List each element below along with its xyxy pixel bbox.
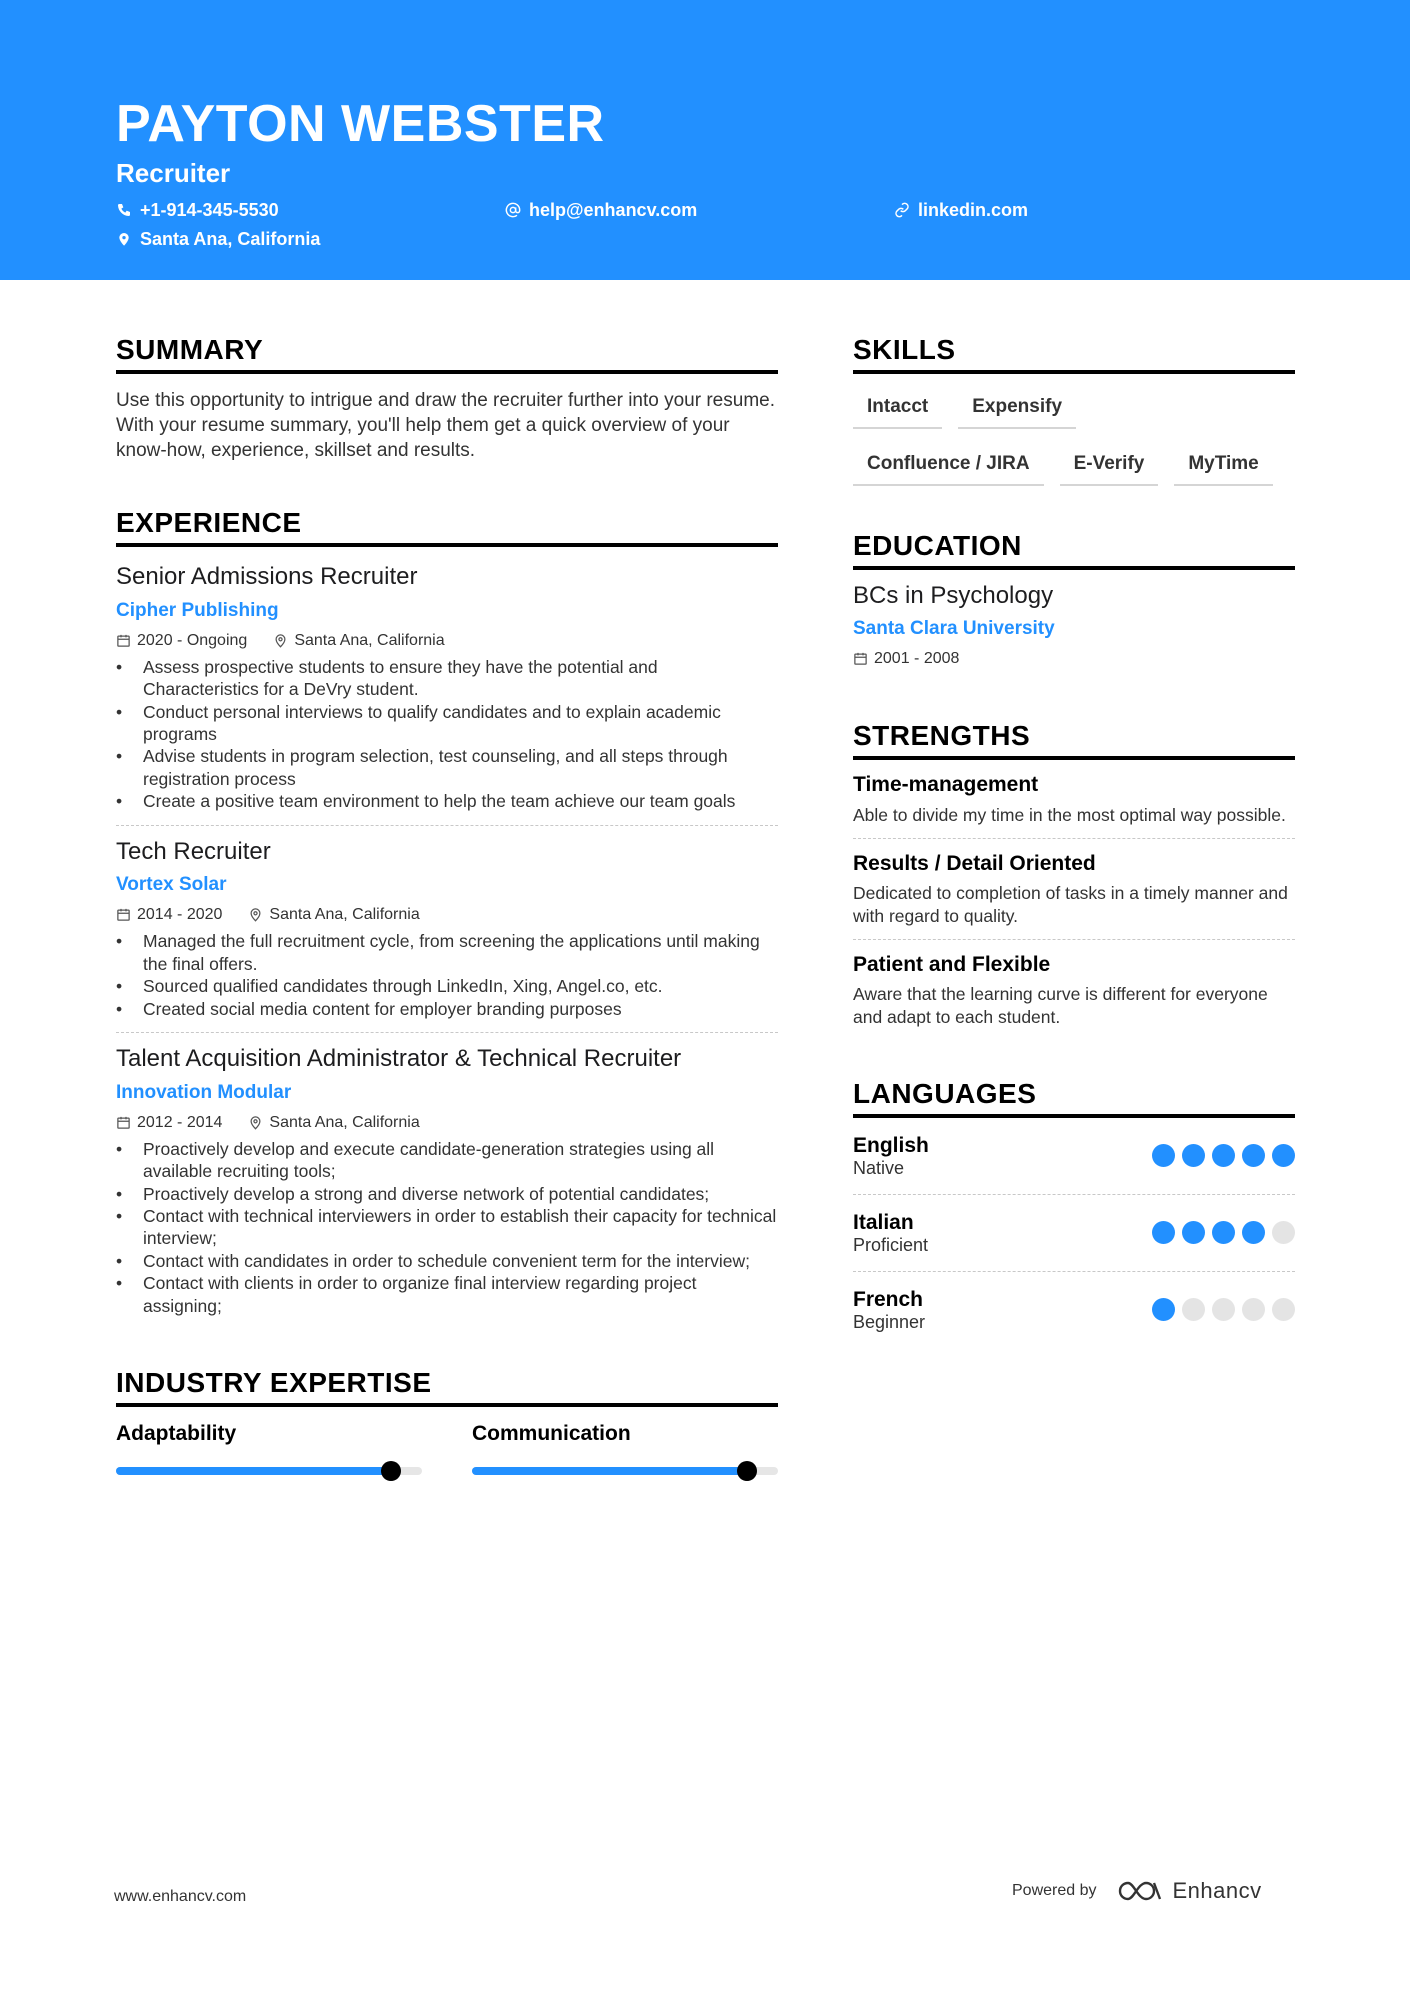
bullet-item: • Contact with candidates in order to schedule convenient term for the interview; [116, 1250, 778, 1272]
rating-dot-filled [1152, 1221, 1175, 1244]
calendar-icon [116, 1115, 131, 1130]
rating-dot-empty [1242, 1298, 1265, 1321]
strength-title: Time-management [853, 773, 1039, 797]
language-name: English [853, 1133, 929, 1157]
job-bullets [116, 1138, 778, 1317]
strength-item [853, 839, 1295, 939]
at-icon [505, 202, 521, 218]
resume-header [0, 0, 1410, 280]
language-rating [1152, 1298, 1295, 1321]
rating-dot-filled [1212, 1144, 1235, 1167]
language-level: Native [853, 1157, 905, 1178]
map-pin-icon [273, 633, 288, 648]
experience-section [116, 509, 778, 1317]
rating-dot-filled [1182, 1221, 1205, 1244]
summary-section [116, 336, 778, 463]
summary-title: SUMMARY [116, 336, 778, 374]
phone-text: +1-914-345-5530 [140, 200, 279, 220]
industry-expertise-section [116, 1369, 778, 1475]
phone-icon [116, 202, 132, 218]
rating-dot-empty [1212, 1298, 1235, 1321]
expertise-label: Adaptability [116, 1422, 237, 1446]
bullet-item: • Advise students in program selection, test counseling, and all steps through registration process [116, 745, 778, 790]
phone-contact[interactable] [116, 201, 279, 219]
bullet-item: • Assess prospective students to ensure they have the potential and Characteristics for a DeVry student. [116, 656, 778, 701]
job-title: Talent Acquisition Administrator & Technical Recruiter [116, 1045, 682, 1073]
job-bullets [116, 930, 778, 1020]
skills-list [853, 392, 1295, 486]
job-location: Santa Ana, California [294, 631, 445, 649]
brand-logo[interactable] [1117, 1878, 1262, 1904]
footer-branding [1012, 1878, 1262, 1904]
bullet-item: • Sourced qualified candidates through LinkedIn, Xing, Angel.co, etc. [116, 975, 778, 997]
rating-dot-filled [1272, 1144, 1295, 1167]
strength-item [853, 940, 1295, 1040]
job-meta [116, 1113, 778, 1132]
languages-title: LANGUAGES [853, 1080, 1295, 1118]
job-dates: 2014 - 2020 [137, 906, 223, 924]
education-section [853, 529, 1295, 669]
bullet-item: • Proactively develop and execute candidate-generation strategies using all available recruiting tools; [116, 1138, 778, 1183]
job-bullets [116, 656, 778, 813]
language-name: French [853, 1287, 924, 1311]
education-dates: 2001 - 2008 [874, 650, 960, 668]
map-pin-icon [248, 907, 263, 922]
skills-section [853, 336, 1295, 486]
language-item [853, 1272, 1295, 1348]
job-location: Santa Ana, California [269, 1113, 420, 1131]
rating-dot-empty [1182, 1298, 1205, 1321]
languages-section [853, 1077, 1295, 1348]
skill-tag: E-Verify [1060, 449, 1159, 486]
experience-entry [116, 1045, 778, 1317]
rating-dot-filled [1212, 1221, 1235, 1244]
map-pin-icon [116, 231, 132, 247]
language-rating [1152, 1221, 1295, 1244]
strength-desc: Aware that the learning curve is different for everyone and adapt to each student. [853, 984, 1268, 1027]
expertise-fill [116, 1467, 391, 1475]
rating-dot-empty [1272, 1221, 1295, 1244]
calendar-icon [116, 907, 131, 922]
skill-tag: Intacct [853, 392, 942, 429]
bullet-item: • Proactively develop a strong and diverse network of potential candidates; [116, 1183, 778, 1205]
left-column [116, 336, 778, 1475]
expertise-list [116, 1423, 778, 1475]
location-contact [116, 230, 320, 248]
linkedin-contact[interactable] [894, 201, 1028, 219]
job-dates: 2012 - 2014 [137, 1113, 223, 1131]
bullet-item: • Contact with technical interviewers in order to establish their capacity for technical interview; [116, 1205, 778, 1250]
strength-title: Results / Detail Oriented [853, 851, 1096, 875]
strengths-title: STRENGTHS [853, 722, 1295, 760]
strength-item [853, 760, 1295, 838]
industry-expertise-title: INDUSTRY EXPERTISE [116, 1369, 778, 1407]
skill-tag: MyTime [1174, 449, 1272, 486]
brand-name: Enhancv [1172, 1878, 1262, 1903]
company-name: Vortex Solar [116, 874, 227, 896]
location-text: Santa Ana, California [140, 229, 321, 249]
expertise-item [116, 1423, 422, 1475]
bullet-item: • Managed the full recruitment cycle, from screening the applications until making the final offers. [116, 930, 778, 975]
candidate-role: Recruiter [116, 158, 231, 188]
email-contact[interactable] [505, 201, 697, 219]
education-degree: BCs in Psychology [853, 581, 1054, 609]
divider [116, 825, 778, 826]
strengths-section [853, 722, 1295, 1040]
expertise-knob [737, 1461, 757, 1481]
job-meta [116, 905, 778, 924]
experience-entry [116, 563, 778, 813]
education-meta [853, 649, 1295, 668]
summary-text: Use this opportunity to intrigue and draw the recruiter further into your resume. With your resume summary, you'll help them get a quick overview of your know-how, experience, skillset and results. [116, 390, 775, 461]
bullet-item: • Conduct personal interviews to qualify candidates and to explain academic programs [116, 701, 778, 746]
rating-dot-filled [1182, 1144, 1205, 1167]
calendar-icon [116, 633, 131, 648]
skill-tag: Expensify [958, 392, 1076, 429]
language-level: Proficient [853, 1234, 929, 1255]
language-level: Beginner [853, 1311, 926, 1332]
strength-desc: Able to divide my time in the most optimal way possible. [853, 804, 1286, 825]
skills-title: SKILLS [853, 336, 1295, 374]
job-title: Tech Recruiter [116, 837, 271, 865]
expertise-knob [381, 1461, 401, 1481]
email-text: help@enhancv.com [529, 200, 698, 220]
company-name: Innovation Modular [116, 1081, 292, 1103]
language-name: Italian [853, 1210, 914, 1234]
rating-dot-empty [1272, 1298, 1295, 1321]
enhancv-logo-icon [1117, 1878, 1163, 1904]
job-location: Santa Ana, California [269, 906, 420, 924]
job-dates: 2020 - Ongoing [137, 631, 248, 649]
job-meta [116, 631, 778, 650]
strength-desc: Dedicated to completion of tasks in a timely manner and with regard to quality. [853, 883, 1288, 926]
experience-title: EXPERIENCE [116, 509, 778, 547]
powered-by-text: Powered by [1012, 1882, 1097, 1899]
rating-dot-filled [1152, 1298, 1175, 1321]
job-title: Senior Admissions Recruiter [116, 563, 418, 590]
skill-tag: Confluence / JIRA [853, 449, 1044, 486]
divider [116, 1032, 778, 1033]
linkedin-text: linkedin.com [918, 200, 1029, 220]
language-item [853, 1195, 1295, 1271]
calendar-icon [853, 651, 868, 666]
map-pin-icon [248, 1115, 263, 1130]
bullet-item: • Create a positive team environment to help the team achieve our team goals [116, 790, 778, 812]
expertise-fill [472, 1467, 747, 1475]
language-rating [1152, 1144, 1295, 1167]
bullet-item: • Contact with clients in order to organize final interview regarding project assigning; [116, 1272, 778, 1317]
education-school: Santa Clara University [853, 618, 1055, 640]
footer-website[interactable]: www.enhancv.com [114, 1888, 247, 1905]
experience-entry [116, 838, 778, 1020]
right-column [853, 336, 1295, 1348]
bullet-item: • Created social media content for employer branding purposes [116, 998, 778, 1020]
expertise-bar [116, 1467, 422, 1475]
expertise-bar [472, 1467, 778, 1475]
rating-dot-filled [1242, 1144, 1265, 1167]
strength-title: Patient and Flexible [853, 952, 1051, 976]
company-name: Cipher Publishing [116, 599, 279, 621]
link-icon [894, 202, 910, 218]
language-item [853, 1118, 1295, 1194]
rating-dot-filled [1152, 1144, 1175, 1167]
expertise-item [472, 1423, 778, 1475]
candidate-name: PAYTON WEBSTER [116, 95, 605, 153]
rating-dot-filled [1242, 1221, 1265, 1244]
expertise-label: Communication [472, 1422, 631, 1446]
education-title: EDUCATION [853, 532, 1295, 570]
